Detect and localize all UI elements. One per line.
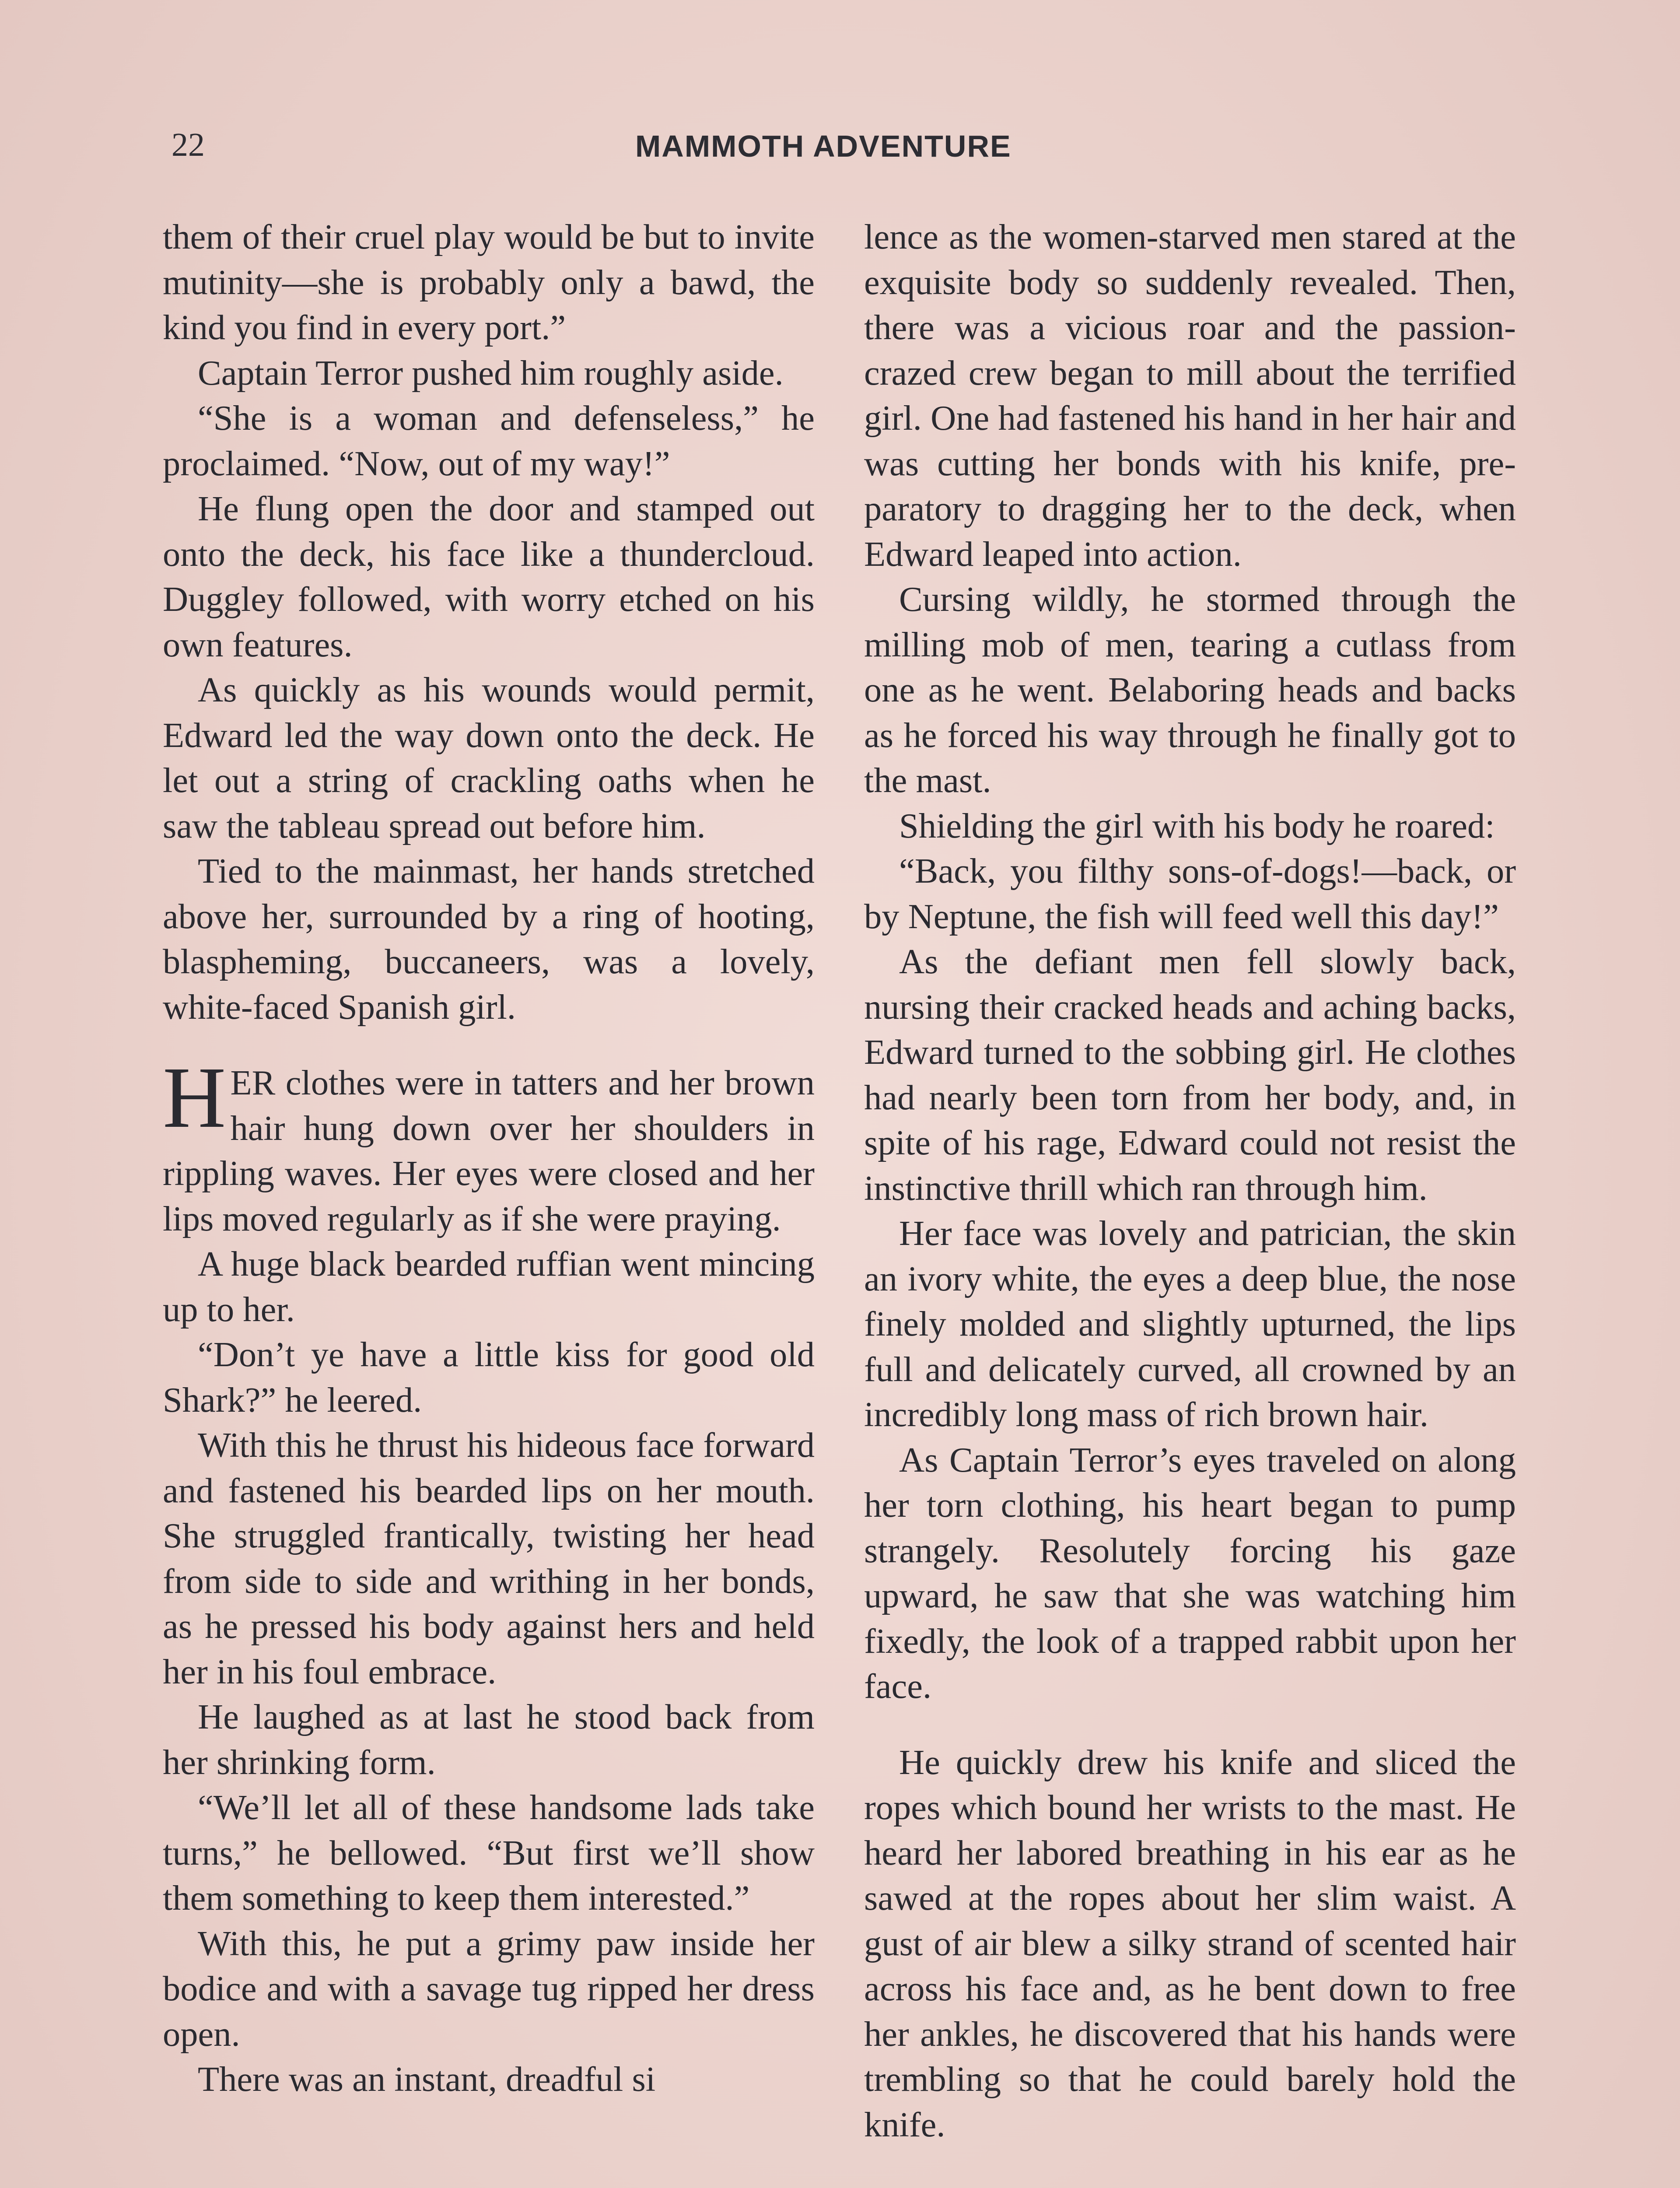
paragraph: them of their cruel play would be but to invite mutinity—she is probably only a bawd, the kind you find in every port.” <box>163 217 815 347</box>
left-column <box>163 214 815 2102</box>
dropcap-paragraph-text: ER clothes were in tatters and her brown hair hung down over her shoulders in rippling waves. Her eyes were closed and her lips moved regularly as if she were praying. <box>163 1063 815 1238</box>
dropcap-paragraph <box>163 1049 815 1241</box>
paragraph: He laughed as at last he stood back from her shrinking form. <box>163 1697 815 1782</box>
paragraph: As quickly as his wounds would permit, Edward led the way down onto the deck. He let out a string of crackling oaths when he saw the tableau spread out before him. <box>163 670 815 845</box>
paragraph: There was an instant, dreadful si <box>198 2060 656 2099</box>
paragraph: With this he thrust his hideous face forward and fastened his bearded lips on her mouth. She struggled frantically, twisting her head from side to side and writhing in her bonds, as he pressed his body against hers and held her in his foul embrace. <box>163 1426 815 1691</box>
right-column <box>864 214 1516 2147</box>
paragraph: A huge black bearded ruffian went mincing up to her. <box>163 1245 815 1329</box>
paragraph: With this, he put a grimy paw inside her bodice and with a savage tug ripped her dress open. <box>163 1924 815 2054</box>
paragraph: As Captain Terror’s eyes traveled on along her torn clothing, his heart began to pump strangely. Resolutely forcing his gaze upward, he saw that she was watching him fixedly, the look of a trapped rabbit upon her face. <box>864 1440 1516 1706</box>
paragraph: Shielding the girl with his body he roared: <box>899 806 1495 845</box>
paragraph: lence as the women-starved men stared at the exquisite body so suddenly revealed. Then, there was a vicious roar and the passion-crazed crew began to mill about the terrified girl. One had fastened his hand in her hair and was cutting her bonds with his knife, preparatory to dragging her to the deck, when Edward leaped into action. <box>864 217 1516 574</box>
paragraph: Tied to the mainmast, her hands stretched above her, surrounded by a ring of hooting, blaspheming, buccaneers, was a lovely, white-faced Spanish girl. <box>163 852 815 1027</box>
paragraph: Cursing wildly, he stormed through the milling mob of men, tearing a cutlass from one as he went. Belaboring heads and backs as he forced his way through he finally got to the mast. <box>864 580 1516 800</box>
paragraph: “We’ll let all of these handsome lads take turns,” he bellowed. “But first we’ll show them something to keep them interested.” <box>163 1788 815 1918</box>
page-number: 22 <box>172 126 205 163</box>
magazine-title: MAMMOTH ADVENTURE <box>635 129 1012 163</box>
paragraph: “Don’t ye have a little kiss for good old Shark?” he leered. <box>163 1335 815 1420</box>
running-head <box>172 126 1519 174</box>
paragraph: “Back, you filthy sons-of-dogs!—back, or by Neptune, the fish will feed well this day!” <box>864 852 1516 936</box>
paragraph: He flung open the door and stamped out onto the deck, his face like a thundercloud. Duggley followed, with worry etched on his own features. <box>163 489 815 664</box>
drop-cap: H <box>163 1049 226 1146</box>
paragraph: Captain Terror pushed him roughly aside. <box>198 353 784 393</box>
paragraph: As the defiant men fell slowly back, nursing their cracked heads and aching backs, Edward turned to the sobbing girl. He clothes had nearly been torn from her body, and, in spite of his rage, Edward could not resist the instinctive thrill which ran through him. <box>864 942 1516 1208</box>
paragraph: Her face was lovely and patrician, the skin an ivory white, the eyes a deep blue, the nose finely molded and slightly upturned, the lips full and delicately curved, all crowned by an incredibly long mass of rich brown hair. <box>864 1214 1516 1434</box>
paragraph: He quickly drew his knife and sliced the ropes which bound her wrists to the mast. He heard her labored breathing in his ear as he sawed at the ropes about her slim waist. A gust of air blew a silky strand of scented hair across his face and, as he bent down to free her ankles, he discovered that his hands were trembling so that he could barely hold the knife. <box>864 1743 1516 2144</box>
paragraph: “She is a woman and defenseless,” he proclaimed. “Now, out of my way!” <box>163 399 815 483</box>
